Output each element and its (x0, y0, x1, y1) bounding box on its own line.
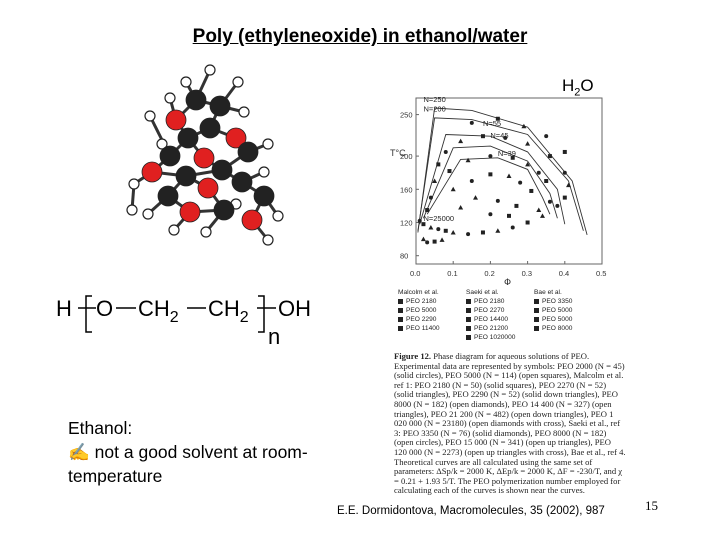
legend-marker (534, 317, 539, 322)
legend-marker (398, 299, 403, 304)
legend-marker (466, 335, 471, 340)
formula-ch2-b: $CH_2$ (208, 296, 249, 326)
data-point (488, 212, 492, 216)
y-tick-label: 120 (400, 218, 413, 228)
hydrogen-atom (165, 93, 175, 103)
data-point (514, 204, 518, 208)
legend-entry (398, 333, 460, 342)
caption-text: Phase diagram for aqueous solutions of PEO. Experimental data are represented by symbols: PEO 2000 (N = 45) (solid circles), PEO 5000 (N = 114) (open squares), Malcolm et al. ref 1: PEO 2180 (N = 50) (solid squares), PEO 2270 (N = 52) (solid triangles), PEO 2290 (N = 52) (solid down triangles), PEO 8000 (N = 182) (open diamonds), PEO 14 400 (N = 327) (open triangles), PEO 21 200 (N = 482) (open down triangles), PEO 1 020 000 (N = 23180) (open diamonds with cross), Saeki et al., ref 3: PEO 3350 (N = 76) (solid diamonds), PEO 8000 (N = 182) (open circles), PEO 15 000 (N = 341) (open up triangles), PEO 120 000 (N = 2273) (open up triangles with cross), Bae et al., ref 4. Theoretical curves are all calculated using the same set of parameters: ΔSp/k = 2000 K, ΔEp/k = 2000 K, ΔF = -230/T, and χ = 0.21 + 1.93 5/T. The PEO polymerization number employed for calculating each of the curves is shown near the curves. (394, 351, 626, 496)
legend-marker (466, 308, 471, 313)
x-tick-label: 0.1 (447, 269, 458, 278)
h2o-h: H (562, 76, 575, 95)
slide-title: Poly (ethyleneoxide) in ethanol/water (192, 26, 528, 47)
data-point (458, 139, 463, 144)
data-point (444, 150, 448, 154)
data-point (555, 204, 559, 208)
legend-marker (398, 317, 403, 322)
carbon-atom (232, 172, 252, 192)
data-point (548, 200, 552, 204)
legend-entry: PEO 2290 (398, 315, 460, 324)
carbon-atom (214, 200, 234, 220)
formula-o: O (96, 296, 114, 321)
oxygen-atom (142, 162, 162, 182)
ethanol-bullet-continuation: temperature (68, 466, 163, 486)
data-point (451, 187, 456, 192)
data-point (540, 213, 545, 218)
formula-n: n (268, 324, 281, 349)
hydrogen-atom (145, 111, 155, 121)
legend-entry: PEO 8000 (534, 324, 596, 333)
legend-entry: PEO 2180 (398, 297, 460, 306)
phase-diagram-chart (368, 92, 628, 288)
legend-marker (466, 326, 471, 331)
carbon-atom (178, 128, 198, 148)
legend-entry: PEO 5000 (534, 315, 596, 324)
chart-legend (398, 288, 596, 342)
legend-entry: Malcolm et al. (398, 289, 439, 296)
legend-entry (534, 333, 596, 342)
data-point (518, 181, 522, 185)
hydrogen-atom (143, 209, 153, 219)
oxygen-atom (166, 110, 186, 130)
x-tick-label: 0.5 (596, 269, 607, 278)
legend-entry: PEO 5000 (534, 306, 596, 315)
oxygen-atom (242, 210, 262, 230)
legend-row (398, 306, 596, 315)
x-tick-label: 0.0 (410, 269, 421, 278)
peo-structural-formula (52, 284, 342, 360)
data-point (444, 229, 448, 233)
legend-entry: PEO 2180 (466, 297, 528, 306)
y-axis-label: T°C (390, 148, 406, 158)
formula-bracket-right (258, 296, 264, 332)
x-tick-label: 0.4 (558, 269, 570, 278)
carbon-atom (160, 146, 180, 166)
data-point (433, 240, 437, 244)
data-point (470, 179, 474, 183)
data-point (473, 195, 478, 200)
legend-marker (398, 308, 403, 313)
data-point (496, 199, 500, 203)
curve-label: N=45 (490, 130, 509, 140)
ethanol-heading: Ethanol: (68, 418, 133, 438)
hydrogen-atom (263, 235, 273, 245)
legend-row (398, 324, 596, 333)
data-point (447, 169, 451, 173)
data-point (466, 232, 470, 236)
data-point (548, 154, 552, 158)
data-point (458, 205, 463, 210)
legend-entry: PEO 2270 (466, 306, 528, 315)
theory-curve (420, 135, 565, 225)
legend-entry: PEO 1020000 (466, 333, 528, 342)
legend-header (398, 288, 596, 297)
carbon-atom (212, 160, 232, 180)
x-tick-label: 0.3 (521, 269, 533, 278)
data-point (507, 214, 511, 218)
y-tick-label: 80 (400, 251, 409, 261)
data-point (488, 154, 492, 158)
legend-entry: Saeki et al. (466, 289, 499, 296)
legend-entry: Bae et al. (534, 289, 562, 296)
data-point (544, 179, 548, 183)
data-point (536, 208, 541, 213)
molecule-atoms (127, 65, 283, 245)
plot-frame (416, 98, 602, 264)
hydrogen-atom (239, 107, 249, 117)
data-point (566, 183, 571, 188)
slide-number: 15 (645, 498, 658, 513)
carbon-atom (200, 118, 220, 138)
data-point (425, 208, 429, 212)
data-point (466, 158, 471, 163)
data-point (537, 171, 541, 175)
legend-entry: PEO 21200 (466, 324, 528, 333)
data-point (544, 134, 548, 138)
data-point (429, 196, 433, 200)
pen-bullet-icon: ✍ (68, 442, 90, 462)
legend-marker (534, 299, 539, 304)
curve-label: N=250 (423, 95, 446, 105)
data-point (511, 225, 515, 229)
formula-bracket-left (86, 296, 92, 332)
data-point (440, 237, 445, 242)
data-point (421, 237, 426, 242)
data-point (481, 230, 485, 234)
legend-row (398, 333, 596, 342)
carbon-atom (186, 90, 206, 110)
hydrogen-atom (205, 65, 215, 75)
legend-entry: PEO 11400 (398, 324, 460, 333)
legend-marker (534, 308, 539, 313)
data-point (507, 174, 512, 179)
curve-label: N=200 (423, 104, 446, 114)
ethanol-note (68, 416, 368, 488)
oxygen-atom (198, 178, 218, 198)
curve-label: N=55 (482, 119, 502, 129)
data-point (428, 225, 433, 230)
legend-marker (466, 317, 471, 322)
data-point (563, 171, 567, 175)
y-tick-label: 160 (400, 185, 413, 195)
hydrogen-atom (263, 139, 273, 149)
hydrogen-atom (169, 225, 179, 235)
formula-h: H (56, 296, 72, 321)
figure-caption (394, 352, 626, 496)
ethanol-bullet-line (68, 440, 368, 464)
legend-row (398, 315, 596, 324)
citation: E.E. Dormidontova, Macromolecules, 35 (2002), 987 (337, 505, 605, 517)
hydrogen-atom (259, 167, 269, 177)
oxygen-atom (194, 148, 214, 168)
data-point (488, 172, 492, 176)
h2o-o: O (580, 76, 594, 95)
data-point (481, 134, 485, 138)
data-point (495, 228, 500, 233)
carbon-atom (238, 142, 258, 162)
hydrogen-atom (181, 77, 191, 87)
data-point (529, 189, 533, 193)
x-tick-label: 0.2 (484, 269, 495, 278)
data-point (563, 150, 567, 154)
y-tick-label: 200 (400, 152, 413, 162)
legend-marker (398, 326, 403, 331)
carbon-atom (254, 186, 274, 206)
legend-entry: PEO 3350 (534, 297, 596, 306)
data-point (470, 121, 474, 125)
legend-entry: PEO 5000 (398, 306, 460, 315)
carbon-atom (158, 186, 178, 206)
data-point (436, 227, 440, 231)
data-point (525, 141, 530, 146)
oxygen-atom (180, 202, 200, 222)
hydrogen-atom (273, 211, 283, 221)
ethanol-bullet-text: not a good solvent at room- (94, 442, 308, 462)
curve-label: N=25000 (423, 213, 455, 223)
carbon-atom (210, 96, 230, 116)
curve-label: N=39 (497, 149, 516, 159)
formula-oh: OH (278, 296, 311, 321)
legend-entry: PEO 14400 (466, 315, 528, 324)
peo-molecule-model (118, 60, 298, 250)
h2o-sub: 2 (574, 86, 581, 99)
caption-label: Figure 12. (394, 351, 432, 361)
legend-marker (534, 326, 539, 331)
carbon-atom (176, 166, 196, 186)
data-point (425, 240, 429, 244)
data-point (526, 221, 530, 225)
data-point (436, 162, 440, 166)
formula-drawing (52, 284, 342, 354)
formula-ch2-a: $CH_2$ (138, 296, 179, 326)
hydrogen-atom (127, 205, 137, 215)
hydrogen-atom (201, 227, 211, 237)
x-axis-label: Φ (504, 278, 512, 288)
data-point (521, 124, 526, 129)
legend-row (398, 297, 596, 306)
data-point (418, 219, 422, 223)
y-tick-label: 250 (400, 110, 413, 120)
legend-marker (466, 299, 471, 304)
data-point (451, 230, 456, 235)
hydrogen-atom (129, 179, 139, 189)
data-point (563, 196, 567, 200)
hydrogen-atom (233, 77, 243, 87)
